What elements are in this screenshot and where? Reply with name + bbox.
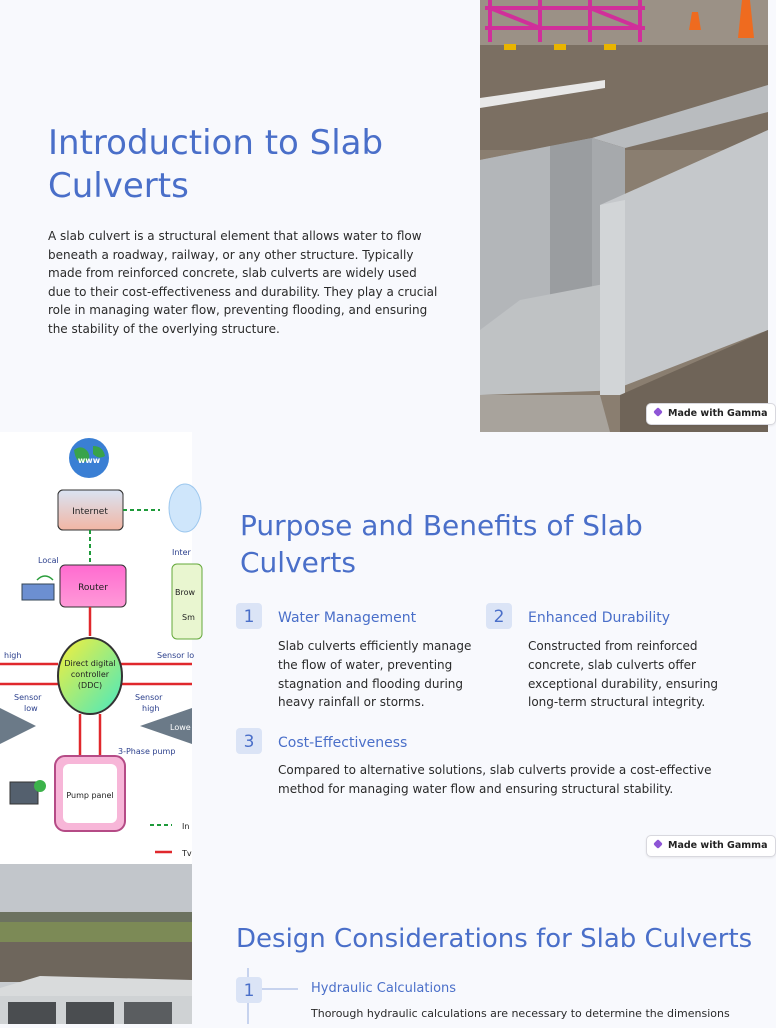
gamma-logo-icon <box>653 407 663 417</box>
culvert-photo <box>480 0 768 432</box>
badge-label: Made with Gamma <box>668 408 768 419</box>
high-left-label: high <box>4 651 22 660</box>
feature-body: Slab culverts efficiently manage the flow of water, preventing stagnation and flooding during heavy rainfall or storms. <box>278 639 472 710</box>
pump-panel-label: Pump panel <box>66 791 114 800</box>
sensor-high-2: high <box>142 704 160 713</box>
feature-title: Enhanced Durability <box>528 610 671 626</box>
feature-body: Compared to alternative solutions, slab culverts provide a cost-effective method for managing water flow and ensuring structural stability. <box>278 763 712 796</box>
gamma-logo-icon <box>653 839 663 849</box>
feature-title: Cost-Effectiveness <box>278 735 408 751</box>
slide1-body: A slab culvert is a structural element that allows water to flow beneath a roadway, railway, or any other structure. Typically made from reinforced concrete, slab culverts are widely used due to their cost-effectiveness and durability. They play a crucial role in managing water flow, preventing flooding, and ensuring the stability of the overlying structure. <box>48 229 438 336</box>
ddc-line3: (DDC) <box>77 681 103 690</box>
sensor-low-2: low <box>24 704 38 713</box>
made-with-gamma-badge[interactable] <box>646 835 776 857</box>
ddc-line2: controller <box>70 670 110 679</box>
step-body: Thorough hydraulic calculations are necessary to determine the dimensions <box>311 1007 730 1020</box>
badge-label: Made with Gamma <box>668 840 768 851</box>
www-label: www <box>77 456 101 465</box>
local-label: Local <box>38 556 59 565</box>
sensor-high-1: Sensor <box>135 693 163 702</box>
feature-number: 1 <box>236 603 262 629</box>
slide2-title: Purpose and Benefits of Slab Culverts <box>240 509 643 579</box>
culvert-site-photo <box>0 864 192 1024</box>
lowe-label: Lowe <box>170 723 191 732</box>
made-with-gamma-badge[interactable] <box>646 403 776 425</box>
sensor-lo-label: Sensor lo <box>157 651 195 660</box>
feature-number: 3 <box>236 728 262 754</box>
timeline-connector <box>258 988 298 990</box>
ddc-line1: Direct digital <box>64 659 116 668</box>
feature-body: Constructed from reinforced concrete, slab culverts offer exceptional durability, ensuring long-term structural integrity. <box>528 639 719 710</box>
feature-number: 2 <box>486 603 512 629</box>
internet-label: Internet <box>72 507 108 517</box>
legend-2: Tv <box>182 849 192 858</box>
feature-title: Water Management <box>278 610 417 626</box>
router-label: Router <box>78 583 108 593</box>
three-phase-label: 3-Phase pump <box>118 747 176 756</box>
control-system-diagram <box>0 432 196 864</box>
sensor-low-1: Sensor <box>14 693 42 702</box>
inter-label: Inter <box>172 548 191 557</box>
step-title: Hydraulic Calculations <box>311 981 457 996</box>
solar-panel-icon <box>10 782 38 804</box>
step-number: 1 <box>236 977 262 1003</box>
sm-label: Sm <box>182 613 195 622</box>
brow-label: Brow <box>175 588 196 597</box>
slide1-title: Introduction to Slab Culverts <box>48 123 384 206</box>
legend-1: In <box>182 822 190 831</box>
slide3-title: Design Considerations for Slab Culverts <box>236 924 753 954</box>
